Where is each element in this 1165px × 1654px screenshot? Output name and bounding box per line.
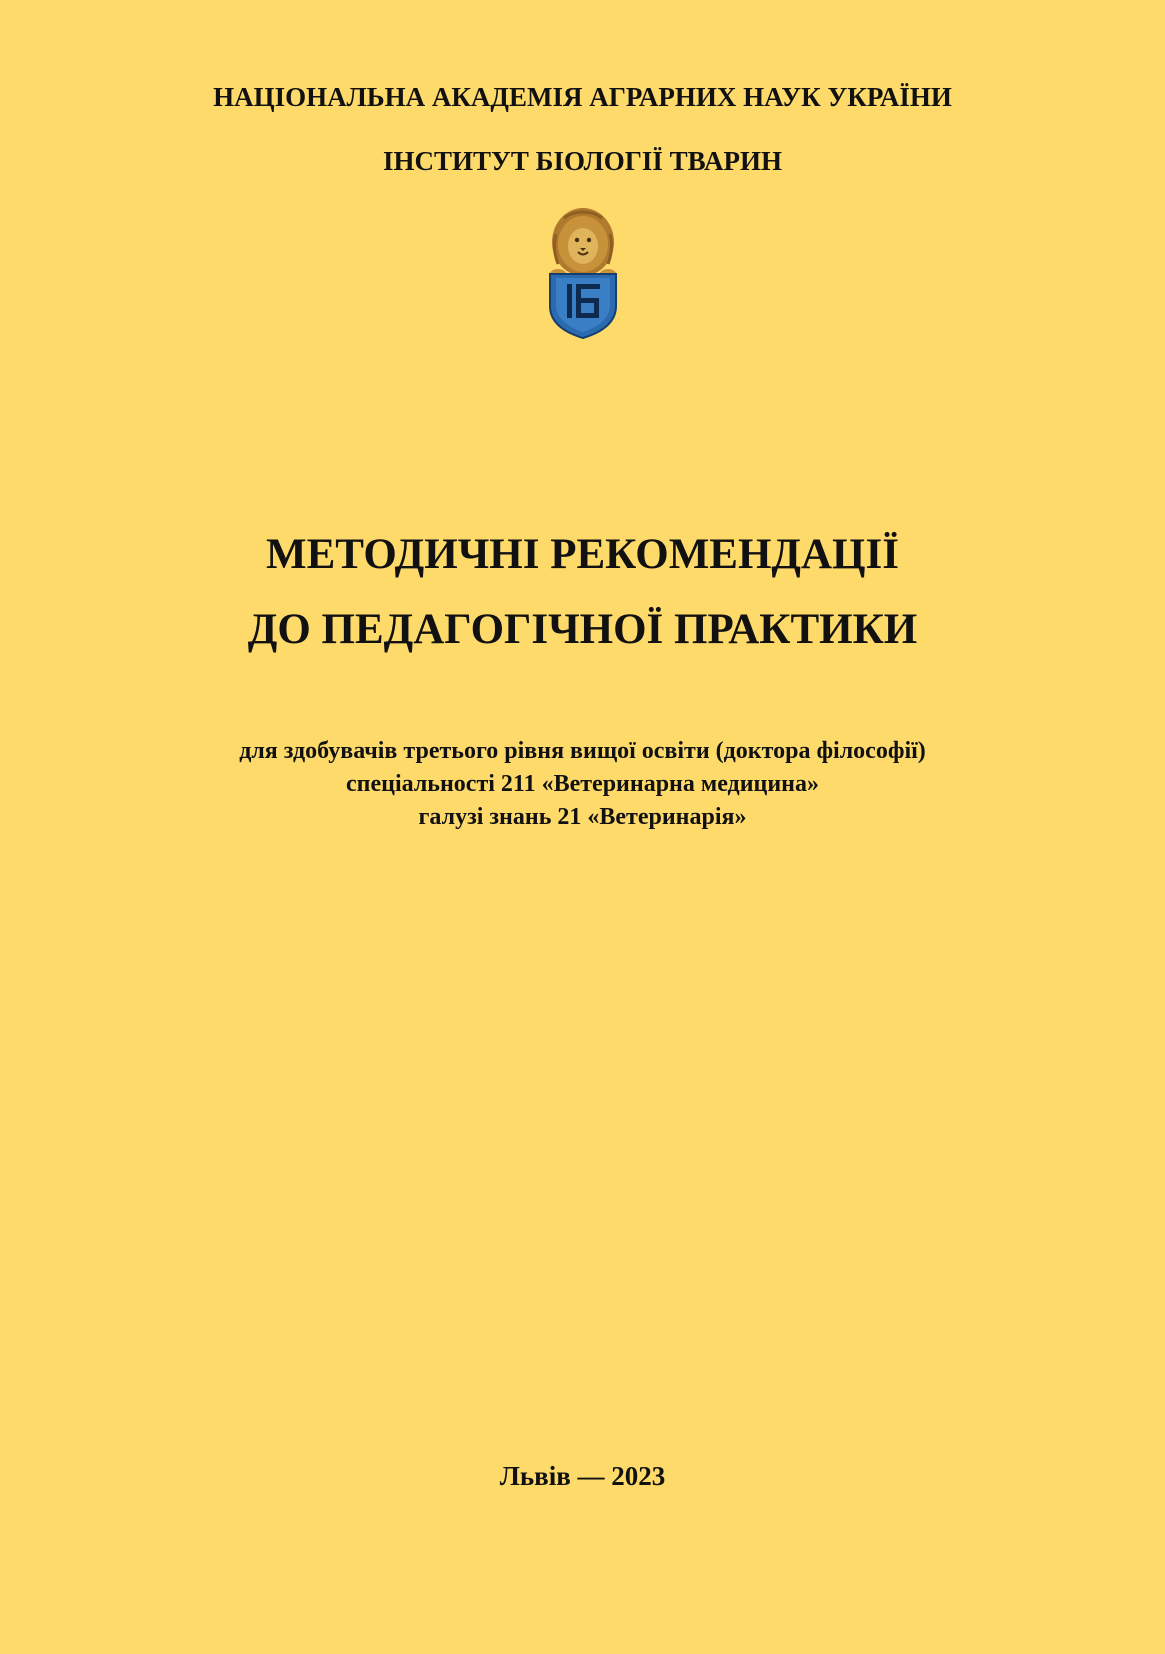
subtitle-line-1: для здобувачів третього рівня вищої освіти (доктора філософії) (239, 738, 926, 764)
organization-name: НАЦІОНАЛЬНА АКАДЕМІЯ АГРАРНИХ НАУК УКРАЇНИ (213, 82, 952, 112)
subtitle-line-2: спеціальності 211 «Ветеринарна медицина» (345, 771, 820, 797)
document-title-line-1: МЕТОДИЧНІ РЕКОМЕНДАЦІЇ (266, 531, 899, 578)
document-title-line-2: ДО ПЕДАГОГІЧНОЇ ПРАКТИКИ (247, 606, 918, 653)
lion-shield-emblem-icon (544, 206, 622, 340)
subtitle-line-3: галузі знань 21 «Ветеринарія» (418, 804, 747, 830)
place-and-year: Львів — 2023 (499, 1461, 666, 1491)
institute-name: ІНСТИТУТ БІОЛОГІЇ ТВАРИН (383, 146, 782, 176)
